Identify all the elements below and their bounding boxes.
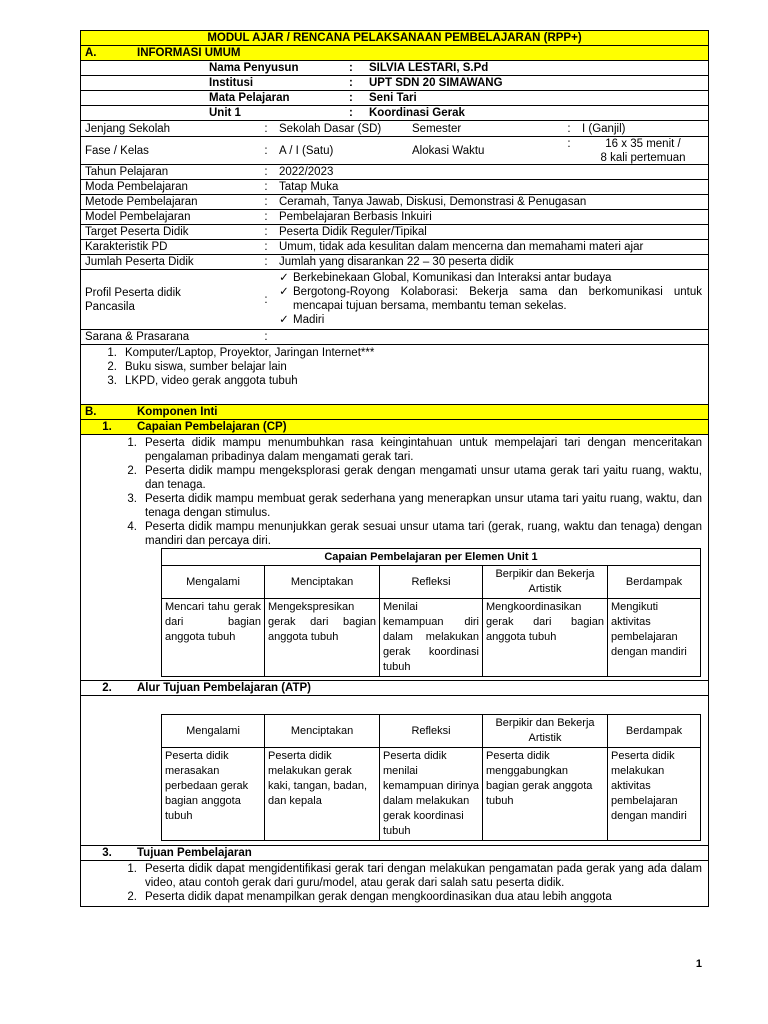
list-item: 2. Peserta didik mampu mengeksplorasi gerak dengan mengamati unsur utama gerak tari yaitu ruang, waktu, dan tenaga. (127, 465, 702, 491)
list-item: 2. Peserta didik dapat menampilkan gerak dengan mengkoordinasikan dua atau lebih anggota (127, 891, 612, 903)
list-item: 1. Komputer/Laptop, Proyektor, Jaringan Internet*** (107, 347, 375, 359)
atp-content (81, 696, 708, 846)
section-a-number: A. (85, 47, 97, 59)
table-row: Peserta didik merasakan perbedaan gerak bagian anggota tubuh Peserta didik melakukan gerak kaki, tangan, badan, dan kepala Peserta didik menilai kemampuan dirinya dalam melakukan gerak koordinasi tubuh Peserta didik menggabungkan bagian gerak anggota tubuh Peserta didik melakukan aktivitas pembelajaran dengan mandiri (162, 748, 701, 841)
section-a-header (81, 46, 708, 61)
section-b-header (81, 405, 708, 420)
profil-item: ✓ Bergotong-Royong Kolaborasi: Bekerja sama dan berkomunikasi untuk mencapai tujuan bersama, membantu teman sekelas. (275, 285, 702, 313)
identity-key: Mata Pelajaran (209, 92, 290, 104)
table-header-row: Mengalami Menciptakan Refleksi Berpikir dan Bekerja Artistik Berdampak (162, 566, 701, 599)
general-row: Target Peserta Didik : Peserta Didik Reguler/Tipikal (81, 225, 708, 240)
list-item: 2. Buku siswa, sumber belajar lain (107, 361, 287, 373)
identity-row: Unit 1 : Koordinasi Gerak (81, 106, 708, 121)
general-row: Tahun Pelajaran : 2022/2023 (81, 165, 708, 180)
tujuan-header: 3. Tujuan Pembelajaran (81, 846, 708, 861)
sarana-list (81, 345, 708, 405)
table-caption: Capaian Pembelajaran per Elemen Unit 1 (162, 549, 701, 566)
cp-element-table (161, 548, 701, 677)
list-item: 1. Peserta didik mampu menumbuhkan rasa keingintahuan untuk mempelajari tari dengan menceritakan pengalaman pribadinya dalam mengamati gerak tari. (127, 437, 702, 463)
section-a-label: INFORMASI UMUM (137, 47, 241, 59)
general-row: Metode Pembelajaran : Ceramah, Tanya Jawab, Diskusi, Demonstrasi & Penugasan (81, 195, 708, 210)
general-row: Moda Pembelajaran : Tatap Muka (81, 180, 708, 195)
jenjang-row: Jenjang Sekolah : Sekolah Dasar (SD) Semester : I (Ganjil) (81, 121, 708, 137)
document-title-row (81, 31, 708, 46)
profil-item: ✓ Madiri (275, 313, 702, 327)
list-item: 3. LKPD, video gerak anggota tubuh (107, 375, 298, 387)
cp-header: 1. Capaian Pembelajaran (CP) (81, 420, 708, 435)
list-item: 4. Peserta didik mampu menunjukkan gerak sesuai unsur utama tari (gerak, ruang, waktu dan tenaga) dengan mandiri dan percaya diri. (127, 521, 702, 547)
section-b-label: Komponen Inti (137, 406, 218, 418)
identity-key: Nama Penyusun (209, 62, 299, 74)
general-row: Karakteristik PD : Umum, tidak ada kesulitan dalam mencerna dan memahami materi ajar (81, 240, 708, 255)
atp-table (161, 714, 701, 841)
table-row: Mencari tahu gerak dari bagian anggota tubuh Mengekspresikan gerak dari bagian anggota tubuh Menilai kemampuan diri dalam melakukan gerak koordinasi tubuh Mengkoordinasikan gerak dari bagian anggota tubuh Mengikuti aktivitas pembelajaran dengan mandiri (162, 599, 701, 677)
document-page (80, 30, 709, 907)
identity-key: Institusi (209, 77, 254, 89)
section-b-number: B. (85, 406, 97, 418)
tujuan-content (81, 861, 708, 906)
sarana-row: Sarana & Prasarana : (81, 330, 708, 345)
identity-value: Koordinasi Gerak (369, 107, 465, 119)
check-icon: ✓ (279, 272, 289, 284)
table-header-row: Mengalami Menciptakan Refleksi Berpikir dan Bekerja Artistik Berdampak (162, 715, 701, 748)
profil-row: Profil Peserta didik Pancasila : ✓ Berkebinekaan Global, Komunikasi dan Interaksi antar budaya ✓ Bergotong-Royong Kolaborasi: Bekerja sama dan berkomunikasi untuk mencapai tujuan bersama, membantu teman sekelas. ✓ Madiri (81, 270, 708, 330)
identity-row: Nama Penyusun : SILVIA LESTARI, S.Pd (81, 61, 708, 76)
identity-value: SILVIA LESTARI, S.Pd (369, 62, 489, 74)
document-title: MODUL AJAR / RENCANA PELAKSANAAN PEMBELAJARAN (RPP+) (207, 32, 582, 44)
identity-key: Unit 1 (209, 107, 241, 119)
check-icon: ✓ (279, 314, 289, 326)
identity-row: Mata Pelajaran : Seni Tari (81, 91, 708, 106)
identity-row: Institusi : UPT SDN 20 SIMAWANG (81, 76, 708, 91)
cp-content (81, 435, 708, 681)
check-icon: ✓ (279, 286, 289, 298)
profil-item: ✓ Berkebinekaan Global, Komunikasi dan Interaksi antar budaya (275, 271, 702, 285)
identity-value: UPT SDN 20 SIMAWANG (369, 77, 503, 89)
general-row: Model Pembelajaran : Pembelajaran Berbasis Inkuiri (81, 210, 708, 225)
fase-row: Fase / Kelas : A / I (Satu) Alokasi Waktu : 16 x 35 menit / 8 kali pertemuan (81, 137, 708, 165)
page-number: 1 (695, 958, 702, 970)
list-item: 3. Peserta didik mampu membuat gerak sederhana yang menerapkan unsur utama tari yaitu ruang, waktu, dan tenaga dengan stimulus. (127, 493, 702, 519)
identity-value: Seni Tari (369, 92, 417, 104)
list-item: 1. Peserta didik dapat mengidentifikasi gerak tari dengan melakukan pengamatan pada gerak yang ada dalam video, atau contoh gerak dari guru/model, atau gerak dari salah satu peserta didik. (127, 863, 702, 889)
general-row: Jumlah Peserta Didik : Jumlah yang disarankan 22 – 30 peserta didik (81, 255, 708, 270)
atp-header: 2. Alur Tujuan Pembelajaran (ATP) (81, 681, 708, 696)
